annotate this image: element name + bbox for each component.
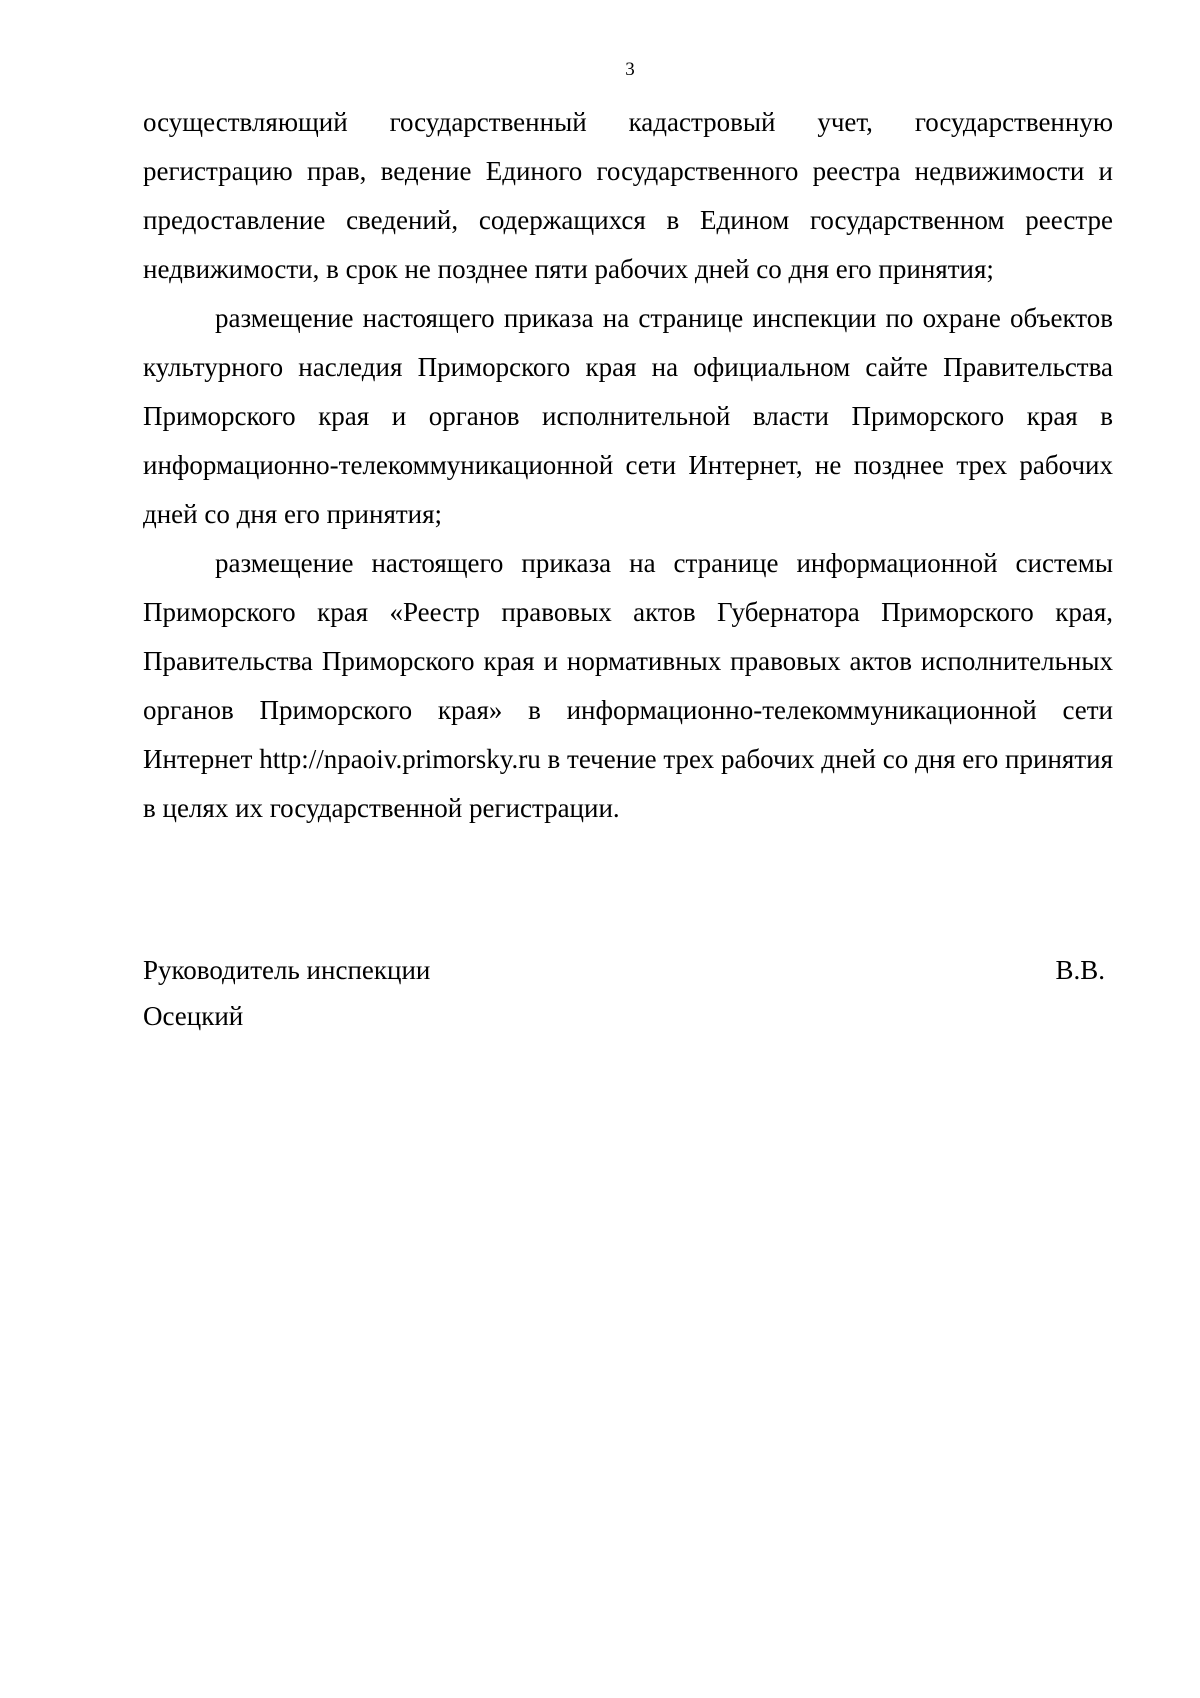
- signatory-surname: Осецкий: [143, 1001, 244, 1031]
- page-number: 3: [625, 59, 635, 80]
- signature-block: [143, 947, 1113, 1039]
- signature-line: [143, 947, 1113, 993]
- paragraph-continuation: осуществляющий государственный кадастровый учет, государственную регистрацию прав, ведение Единого государственного реестра недвижимости и предоставление сведений, содержащихся в Едином государственном реестре недвижимости, в срок не позднее пяти рабочих дней со дня его принятия;: [143, 107, 1113, 284]
- paragraph-publication-registry: размещение настоящего приказа на странице информационной системы Приморского края «Реестр правовых актов Губернатора Приморского края, Правительства Приморского края и нормативных правовых актов исполнительных органов Приморского края» в информационно-телекоммуникационной сети Интернет http://npaoiv.primorsky.ru в течение трех рабочих дней со дня его принятия в целях их государственной регистрации.: [143, 548, 1113, 823]
- paragraph-publication-website: размещение настоящего приказа на странице инспекции по охране объектов культурного наследия Приморского края на официальном сайте Правительства Приморского края и органов исполнительной власти Приморского края в информационно-телекоммуникационной сети Интернет, не позднее трех рабочих дней со дня его принятия;: [143, 303, 1113, 529]
- signatory-position: Руководитель инспекции: [143, 955, 431, 985]
- document-body: [143, 98, 1113, 833]
- signatory-initials: В.В.: [1055, 955, 1105, 985]
